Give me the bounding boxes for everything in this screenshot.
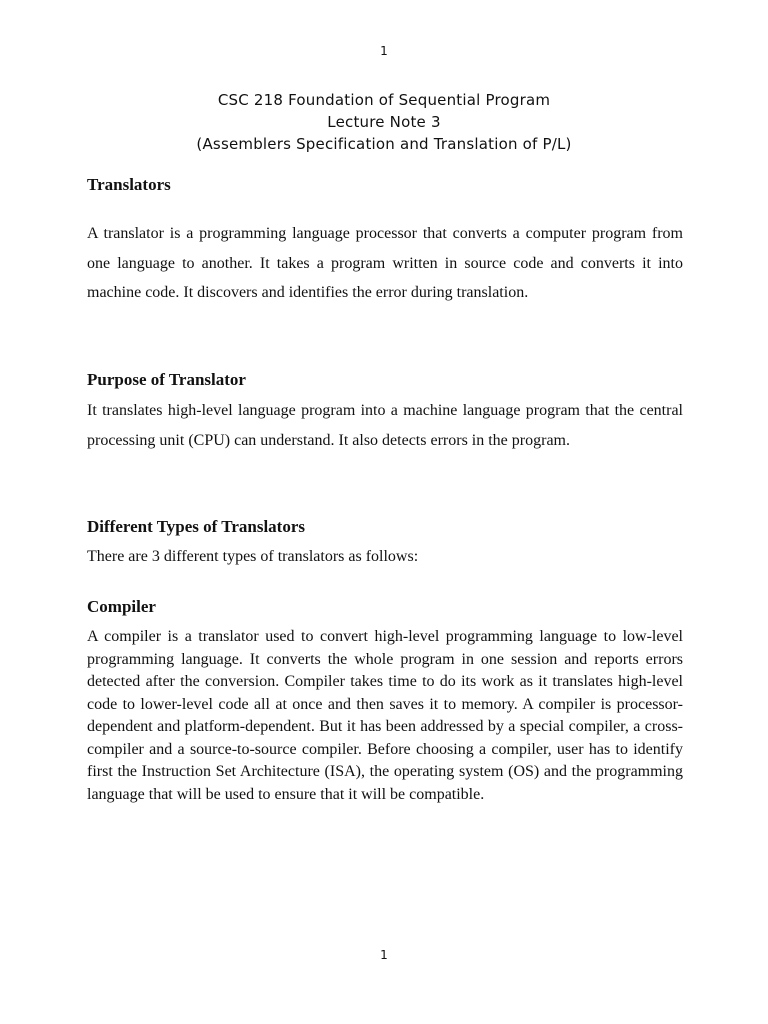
heading-types-of-translators: Different Types of Translators [87,517,305,536]
heading-translators: Translators [87,175,171,194]
course-title: CSC 218 Foundation of Sequential Program [217,91,551,109]
paragraph-compiler: A compiler is a translator used to convert high-level programming language to low-level programming language. It converts the whole program in one session and reports errors detected after the conversion. Compiler takes time to do its work as it translates high-level code to lower-level code all at once and then saves it to memory. A compiler is processor-dependent and platform-dependent. But it has been addressed by a special compiler, a cross-compiler and a source-to-source compiler. Before choosing a compiler, user has to identify first the Instruction Set Architecture (ISA), the operating system (OS) and the programming language that will be used to ensure that it will be compatible. [87,628,683,803]
page-number-top: 1 [380,44,388,58]
document-header [0,89,768,155]
lecture-note-title: Lecture Note 3 [327,113,441,131]
paragraph-purpose-of-translator: It translates high-level language program into a machine language program that the central processing unit (CPU) can understand. It also detects errors in the program. [87,402,683,449]
paragraph-types-of-translators: There are 3 different types of translators as follows: [87,548,419,565]
paragraph-translators: A translator is a programming language processor that converts a computer program from one language to another. It takes a program written in source code and converts it into machine code. It discovers and identifies the error during translation. [87,225,683,301]
heading-compiler: Compiler [87,597,156,616]
heading-purpose-of-translator: Purpose of Translator [87,370,246,389]
lecture-subtitle: (Assemblers Specification and Translation of P/L) [196,135,572,153]
page-number-bottom: 1 [380,948,388,962]
